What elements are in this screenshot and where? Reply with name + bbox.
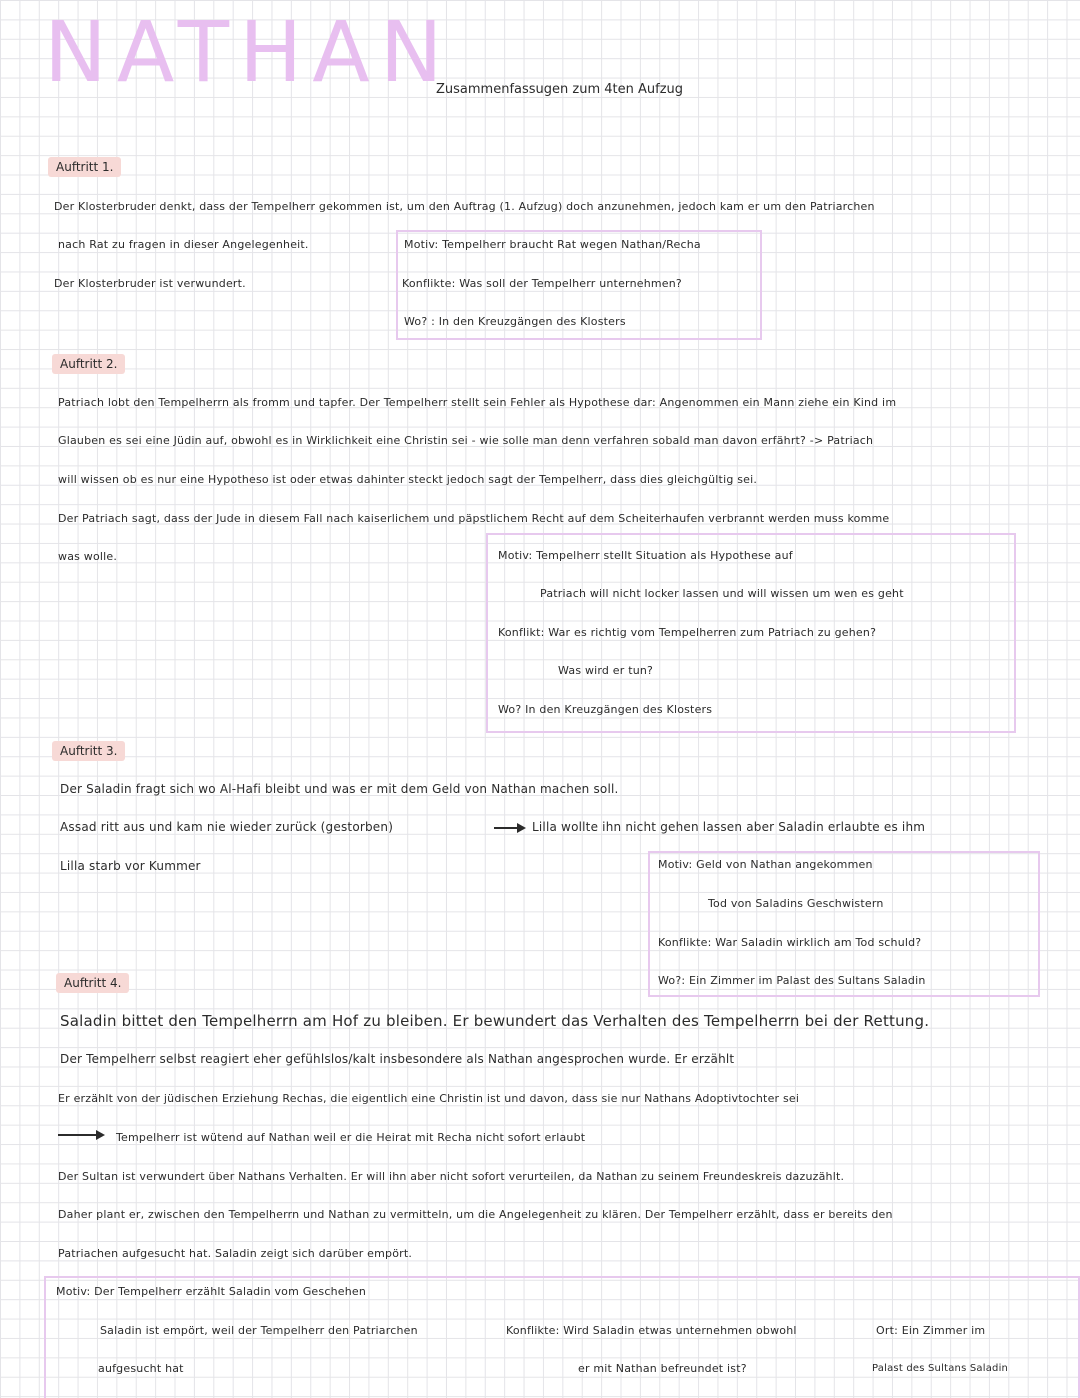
auftritt-3-line-2b: Lilla wollte ihn nicht gehen lassen aber Saladin erlaubte es ihm [532, 820, 926, 834]
auftritt-4-line-2: Der Tempelherr selbst reagiert eher gefühlslos/kalt insbesondere als Nathan angesprochen wurde. Er erzählt [60, 1052, 735, 1066]
auftritt-4-box-motiv-2b: aufgesucht hat [98, 1362, 184, 1375]
page-title: NATHAN [44, 3, 453, 101]
auftritt-2-line-2: Glauben es sei eine Jüdin auf, obwohl es in Wirklichkeit eine Christin sei - wie solle man denn verfahren sobald man davon erfährt? -> Patriach [58, 434, 874, 447]
auftritt-4-box-motiv-2a: Saladin ist empört, weil der Tempelherr den Patriarchen [100, 1324, 418, 1337]
auftritt-4-box-ort-a: Ort: Ein Zimmer im [876, 1324, 986, 1337]
auftritt-2-heading: Auftritt 2. [52, 354, 125, 374]
auftritt-2-box-motiv-2: Patriach will nicht locker lassen und will wissen um wen es geht [540, 587, 904, 600]
auftritt-4-heading: Auftritt 4. [56, 973, 129, 993]
auftritt-3-box-motiv-2: Tod von Saladins Geschwistern [708, 897, 884, 910]
auftritt-1-box-konflikt: Konflikte: Was soll der Tempelherr unternehmen? [402, 277, 682, 290]
auftritt-2-box-ort: Wo? In den Kreuzgängen des Klosters [498, 703, 713, 716]
arrow-line [58, 1134, 98, 1136]
auftritt-2-box-konflikt: Konflikt: War es richtig vom Tempelherren zum Patriach zu gehen? [498, 626, 877, 639]
auftritt-4-line-3: Er erzählt von der jüdischen Erziehung Rechas, die eigentlich eine Christin ist und davon, dass sie nur Nathans Adoptivtochter sei [58, 1092, 800, 1105]
auftritt-4-line-1: Saladin bittet den Tempelherrn am Hof zu bleiben. Er bewundert das Verhalten des Tempelherrn bei der Rettung. [60, 1012, 930, 1030]
auftritt-4-line-4: Tempelherr ist wütend auf Nathan weil er die Heirat mit Recha nicht sofort erlaubt [116, 1131, 586, 1144]
auftritt-4-box-konflikt-b: er mit Nathan befreundet ist? [578, 1362, 747, 1375]
auftritt-1-box-motiv: Motiv: Tempelherr braucht Rat wegen Nathan/Recha [404, 238, 701, 251]
auftritt-2-line-5: was wolle. [58, 550, 118, 563]
auftritt-1-line-1: Der Klosterbruder denkt, dass der Tempelherr gekommen ist, um den Auftrag (1. Aufzug) doch anzunehmen, jedoch kam er um den Patriarchen [54, 200, 875, 213]
auftritt-3-line-1: Der Saladin fragt sich wo Al-Hafi bleibt und was er mit dem Geld von Nathan machen soll. [60, 782, 619, 796]
arrow-line [494, 827, 518, 829]
arrow-right-icon [517, 823, 526, 833]
auftritt-4-line-5: Der Sultan ist verwundert über Nathans Verhalten. Er will ihn aber nicht sofort verurteilen, da Nathan zu seinem Freundeskreis dazuzählt. [58, 1170, 845, 1183]
auftritt-4-box-motiv: Motiv: Der Tempelherr erzählt Saladin vom Geschehen [56, 1285, 367, 1298]
auftritt-2-box-konflikt-2: Was wird er tun? [558, 664, 654, 677]
auftritt-2-box-motiv: Motiv: Tempelherr stellt Situation als Hypothese auf [498, 549, 793, 562]
auftritt-4-box-ort-b: Palast des Sultans Saladin [872, 1363, 1009, 1374]
auftritt-3-box-motiv: Motiv: Geld von Nathan angekommen [658, 858, 873, 871]
auftritt-1-box-ort: Wo? : In den Kreuzgängen des Klosters [404, 315, 626, 328]
auftritt-3-line-2a: Assad ritt aus und kam nie wieder zurück (gestorben) [60, 820, 394, 834]
arrow-right-icon [96, 1130, 105, 1140]
auftritt-1-line-2: nach Rat zu fragen in dieser Angelegenheit. [58, 238, 309, 251]
page-subtitle: Zusammenfassugen zum 4ten Aufzug [436, 82, 684, 97]
auftritt-2-line-3: will wissen ob es nur eine Hypotheso ist oder etwas dahinter steckt jedoch sagt der Tempelherr, dass dies gleichgültig sei. [58, 473, 758, 486]
auftritt-3-heading: Auftritt 3. [52, 741, 125, 761]
auftritt-3-box-ort: Wo?: Ein Zimmer im Palast des Sultans Saladin [658, 974, 926, 987]
auftritt-3-line-3: Lilla starb vor Kummer [60, 859, 201, 873]
auftritt-4-box-konflikt-a: Konflikte: Wird Saladin etwas unternehmen obwohl [506, 1324, 797, 1337]
auftritt-2-line-4: Der Patriach sagt, dass der Jude in diesem Fall nach kaiserlichem und päpstlichem Recht auf dem Scheiterhaufen verbrannt werden muss komme [58, 512, 890, 525]
auftritt-2-line-1: Patriach lobt den Tempelherrn als fromm und tapfer. Der Tempelherr stellt sein Fehler als Hypothese dar: Angenommen ein Mann ziehe ein Kind im [58, 396, 897, 409]
auftritt-1-heading: Auftritt 1. [48, 157, 121, 177]
auftritt-3-box-konflikt: Konflikte: War Saladin wirklich am Tod schuld? [658, 936, 922, 949]
auftritt-4-line-7: Patriachen aufgesucht hat. Saladin zeigt sich darüber empört. [58, 1247, 413, 1260]
auftritt-4-line-6: Daher plant er, zwischen den Tempelherrn und Nathan zu vermitteln, um die Angelegenheit zu klären. Der Tempelherr erzählt, dass er bereits den [58, 1208, 893, 1221]
auftritt-1-line-3: Der Klosterbruder ist verwundert. [54, 277, 246, 290]
